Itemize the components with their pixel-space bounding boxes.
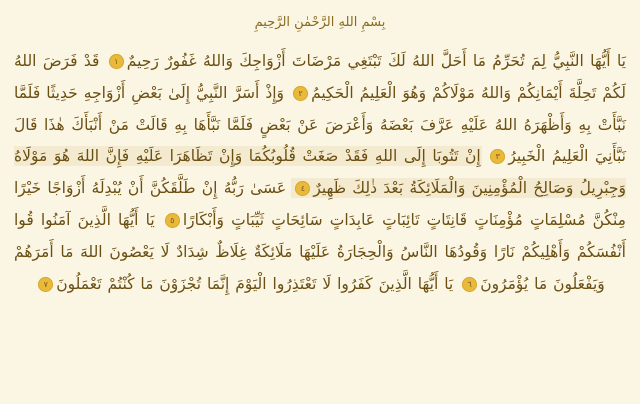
verse-6-text: يَا أَيُّهَا الَّذِينَ آمَنُوا قُوا أَنْفُسَكُمْ وَأَهْلِيكُمْ نَارًا وَقُودُهَا النَّاسُ وَالْحِجَارَةُ عَلَيْهَا مَلَائِكَةٌ غِلَاظٌ شِدَادٌ لَا يَعْصُونَ اللهَ مَا أَمَرَهُمْ وَيَفْعَلُونَ مَا يُؤْمَرُونَ bbox=[14, 211, 626, 293]
ayah-marker-6: ٦ bbox=[462, 277, 477, 292]
ayah-marker-7: ٧ bbox=[38, 277, 53, 292]
verse-1 bbox=[106, 52, 626, 70]
verse-7 bbox=[35, 275, 453, 293]
verse-5-text: عَسَىٰ رَبُّهُ إِنْ طَلَّقَكُنَّ أَنْ يُبْدِلَهُ أَزْوَاجًا خَيْرًا مِنْكُنَّ مُسْلِمَاتٍ مُؤْمِنَاتٍ قَانِتَاتٍ تَائِبَاتٍ عَابِدَاتٍ سَائِحَاتٍ ثَيِّبَاتٍ وَأَبْكَارًا bbox=[14, 179, 626, 230]
ayah-marker-2: ٢ bbox=[293, 86, 308, 101]
verse-3-text: وَإِذْ أَسَرَّ النَّبِيُّ إِلَىٰ بَعْضِ أَزْوَاجِهِ حَدِيثًا فَلَمَّا نَبَّأَتْ بِهِ وَأَظْهَرَهُ اللهُ عَلَيْهِ عَرَّفَ بَعْضَهُ وَأَعْرَضَ عَنْ بَعْضٍ فَلَمَّا نَبَّأَهَا بِهِ قَالَتْ مَنْ أَنْبَأَكَ هٰذَا قَالَ نَبَّأَنِيَ الْعَلِيمُ الْخَبِيرُ bbox=[14, 83, 626, 166]
verse-1-text: يَا أَيُّهَا النَّبِيُّ لِمَ تُحَرِّمُ مَا أَحَلَّ اللهُ لَكَ تَبْتَغِي مَرْضَاتَ أَزْوَاجِكَ وَاللهُ غَفُورٌ رَحِيمٌ bbox=[126, 52, 626, 71]
verse-4-text: إِنْ تَتُوبَا إِلَى اللهِ فَقَدْ صَغَتْ قُلُوبُكُمَا وَإِنْ تَظَاهَرَا عَلَيْهِ فَإِنَّ اللهَ هُوَ مَوْلَاهُ وَجِبْرِيلُ وَصَالِحُ الْمُؤْمِنِينَ وَالْمَلَائِكَةُ بَعْدَ ذٰلِكَ ظَهِيرٌ bbox=[14, 147, 626, 198]
verse-7-text: يَا أَيُّهَا الَّذِينَ كَفَرُوا لَا تَعْتَذِرُوا الْيَوْمَ إِنَّمَا تُجْزَوْنَ مَا كُنْتُمْ تَعْمَلُونَ bbox=[56, 274, 454, 293]
ayah-marker-4: ٤ bbox=[295, 181, 310, 196]
ayah-marker-1: ١ bbox=[109, 54, 124, 69]
basmala-line: بِسْمِ اللهِ الرَّحْمٰنِ الرَّحِيمِ bbox=[254, 15, 386, 30]
verse-2-text: قَدْ فَرَضَ اللهُ لَكُمْ تَحِلَّةَ أَيْمَانِكُمْ وَاللهُ مَوْلَاكُمْ وَهُوَ الْعَلِيمُ الْحَكِيمُ bbox=[14, 52, 626, 102]
page-top-band bbox=[0, 0, 640, 3]
ayah-marker-3: ٣ bbox=[490, 149, 505, 164]
surah-text-body bbox=[14, 46, 626, 300]
ayah-marker-5: ٥ bbox=[165, 213, 180, 228]
